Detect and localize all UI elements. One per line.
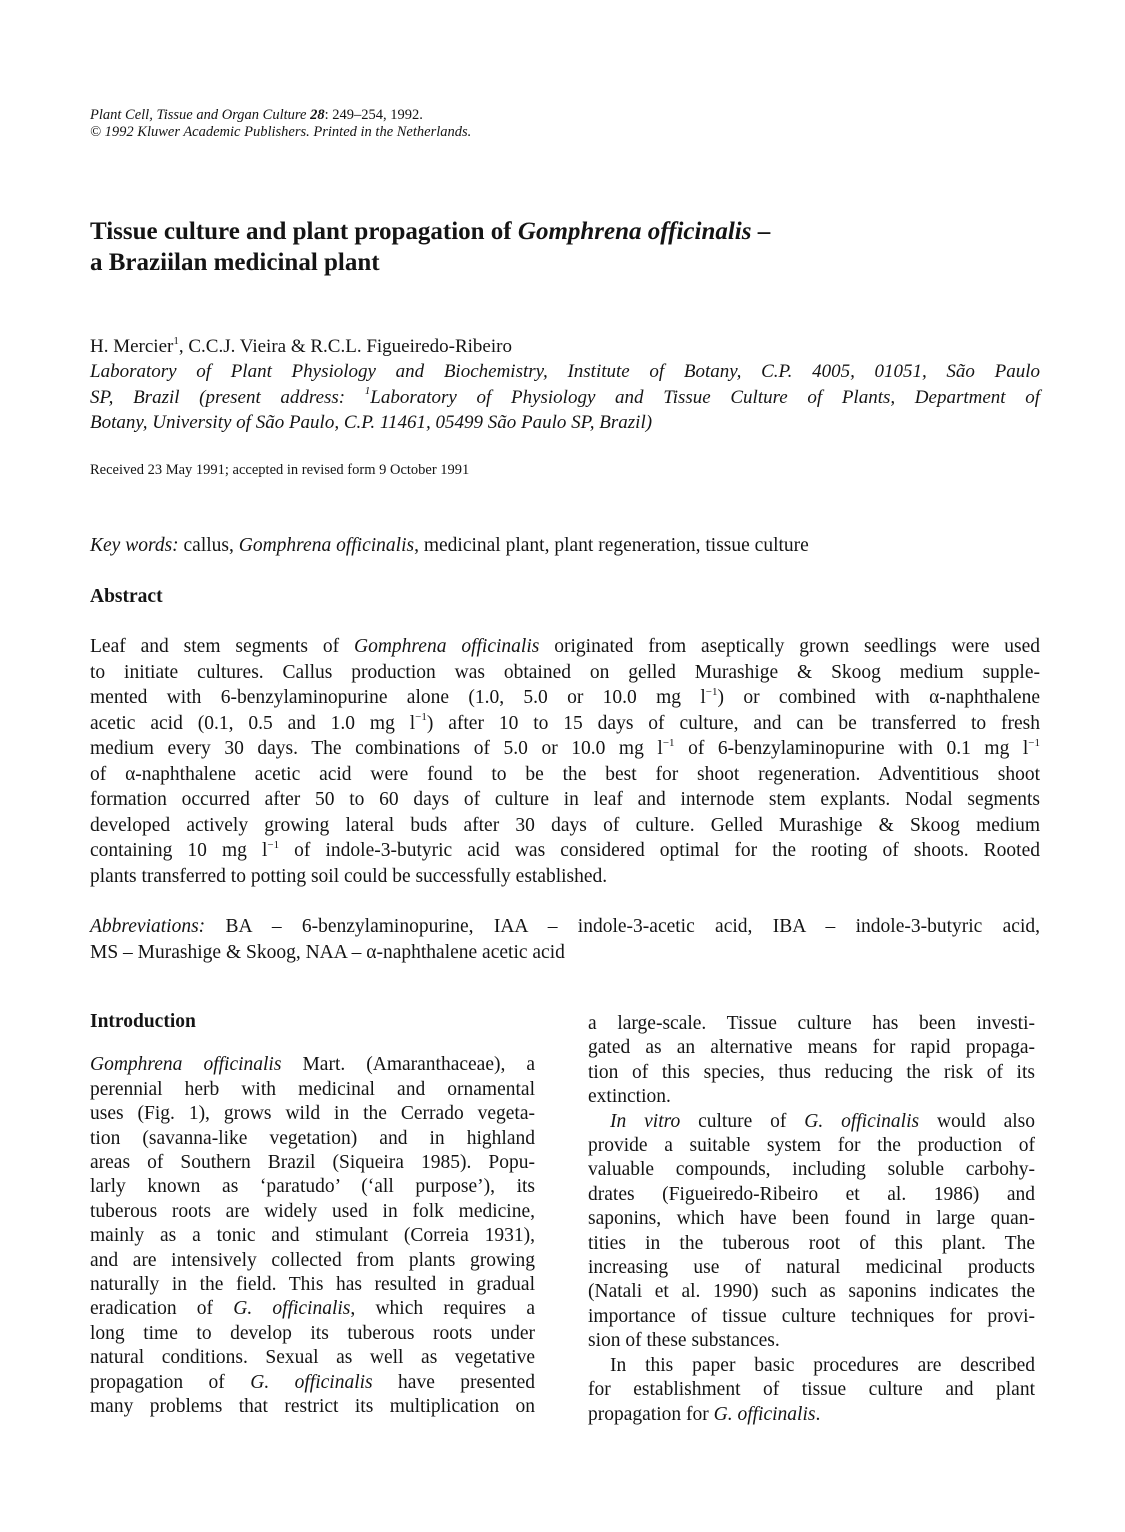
abbreviations: Abbreviations: BA – 6-benzylaminopurine, IAA – indole-3-acetic acid, IBA – indole-3-butyric acid, MS – Murashige & Skoog, NAA – α-naphthalene acetic acid bbox=[90, 916, 1040, 963]
abstract-body: Leaf and stem segments of Gomphrena officinalis originated from aseptically grown seedlings were used to initiate cultures. Callus production was obtained on gelled Murashige & Skoog medium supple- mented with 6-benzylaminopurine alone (1.0, 5.0 or 10.0 mg $l^{-1}$) or combined with α-naphthalene acetic acid (0.1, 0.5 and 1.0 mg $l^{-1}$) after 10 to 15 days of culture, and can be transferred to fresh medium every 30 days. The combinations of 5.0 or 10.0 mg $l^{-1}$ of 6-benzylaminopurine with 0.1 mg $l^{-1}$ of α-naphthalene acetic acid were found to be the best for shoot regeneration. Adventitious shoot formation occurred after 50 to 60 days of culture in leaf and internode stem explants. Nodal segments developed actively growing lateral buds after 30 days of culture. Gelled Murashige & Skoog medium containing 10 mg $l^{-1}$ of indole-3-butyric acid was considered optimal for the rooting of shoots. Rooted plants transferred to potting soil could be successfully established. bbox=[90, 636, 1041, 887]
affiliation: Laboratory of Plant Physiology and Biochemistry, Institute of Botany, C.P. 4005, 01051, São Paulo SP, Brazil (present address: $^1$Laboratory of Physiology and Tissue Culture of Plants, Department of Botany, University of São Paulo, C.P. 11461, 05499 São Paulo SP, Brazil) bbox=[90, 361, 1040, 433]
abstract-heading: Abstract bbox=[90, 586, 163, 607]
introduction-right-column: a large-scale. Tissue culture has been investi- gated as an alternative means for rapid propaga- tion of this species, thus reducing the risk of its extinction. In vitro culture of G. officinalis would also provide a suitable system for the production of valuable compounds, including soluble carbohy- drates (Figueiredo-Ribeiro et al. 1986) and saponins, which have been found in large quan- tities in the tuberous root of this plant. The increasing use of natural medicinal products (Natali et al. 1990) such as saponins indicates the importance of tissue culture techniques for provi- sion of these substances. In this paper basic procedures are described for establishment of tissue culture and plant propagation for G. officinalis. bbox=[588, 1013, 1036, 1425]
received-dates: Received 23 May 1991; accepted in revised form 9 October 1991 bbox=[90, 462, 470, 478]
journal-header bbox=[90, 107, 471, 141]
keywords: Key words: callus, Gomphrena officinalis, medicinal plant, plant regeneration, tissue culture bbox=[90, 535, 809, 556]
article-title: Tissue culture and plant propagation of Gomphrena officinalis – a Braziilan medicinal plant bbox=[90, 218, 771, 276]
introduction-left-column: Introduction Gomphrena officinalis Mart. (Amaranthaceae), a perennial herb with medicinal and ornamental uses (Fig. 1), grows wild in the Cerrado vegeta- tion (savanna-like vegetation) and in highland areas of Southern Brazil (Siqueira 1985). Popu- larly known as ‘paratudo’ (‘all purpose’), its tuberous roots are widely used in folk medicine, mainly as a tonic and stimulant (Correia 1931), and are intensively collected from plants growing naturally in the field. This has resulted in gradual eradication of G. officinalis, which requires a long time to develop its tuberous roots under natural conditions. Sexual as well as vegetative propagation of G. officinalis have presented many problems that restrict its multiplication on bbox=[90, 1011, 536, 1418]
author-list: H. Mercier$^1$, C.C.J. Vieira & R.C.L. Figueiredo-Ribeiro bbox=[90, 334, 512, 357]
introduction-heading: Introduction bbox=[90, 1011, 196, 1032]
journal-citation: Plant Cell, Tissue and Organ Culture 28: 249–254, 1992. bbox=[90, 107, 423, 123]
copyright-line: © 1992 Kluwer Academic Publishers. Printed in the Netherlands. bbox=[90, 124, 472, 140]
